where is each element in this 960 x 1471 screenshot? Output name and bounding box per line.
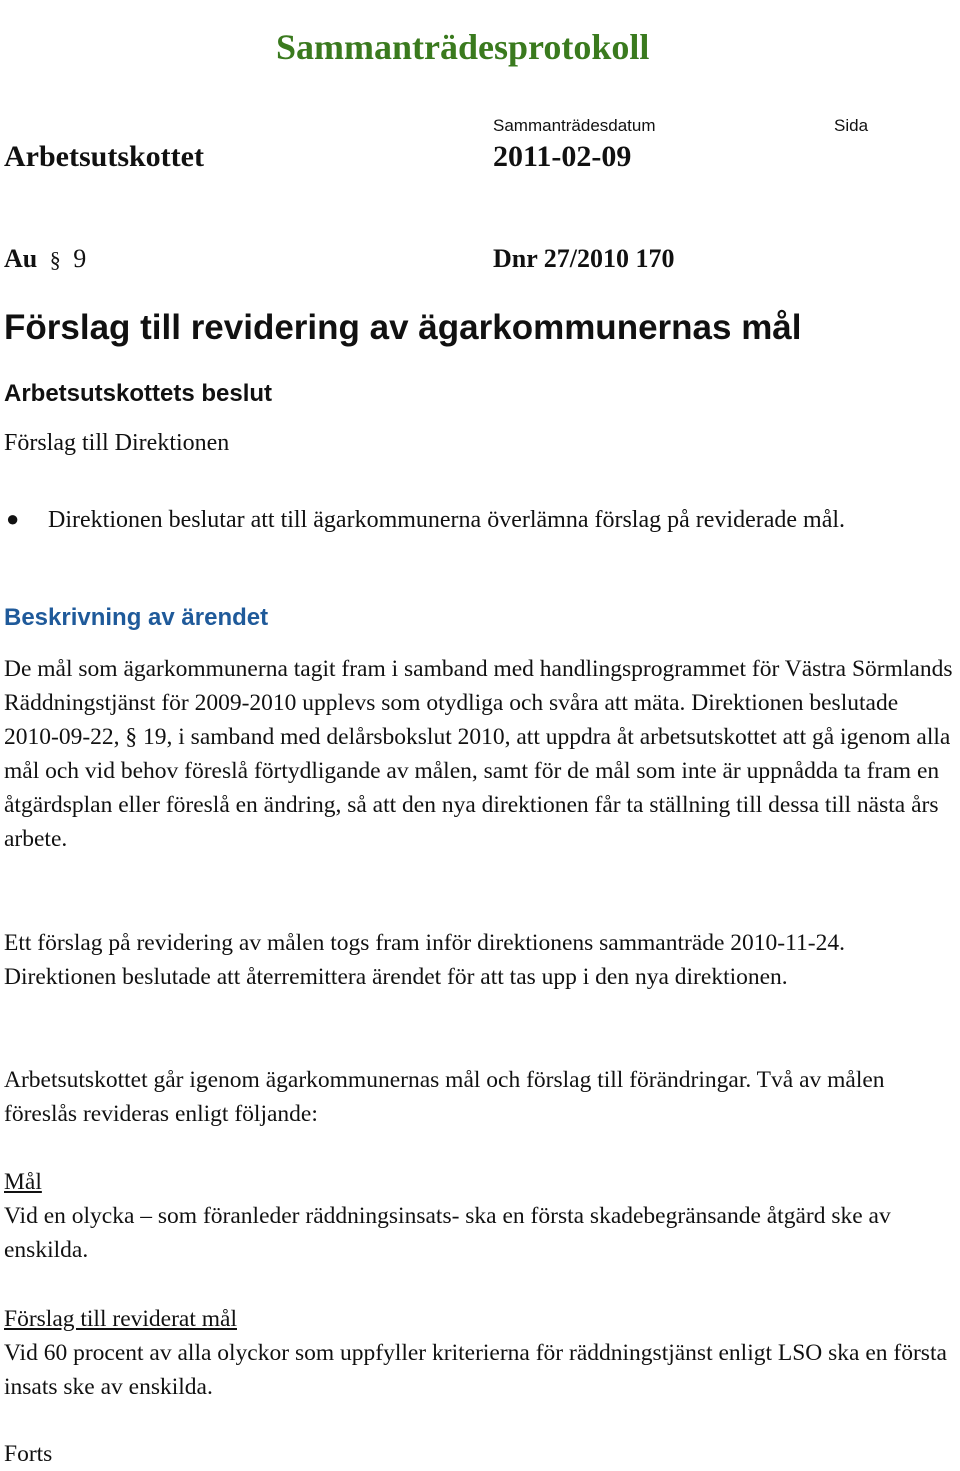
section-symbol: § xyxy=(49,247,61,272)
section-prefix: Au xyxy=(4,244,38,273)
meeting-date: 2011-02-09 xyxy=(493,140,632,173)
description-paragraph-3: Arbetsutskottet går igenom ägarkommunernas mål och förslag till förändringar. Två av målen föreslås revideras enligt följande: xyxy=(4,1067,885,1127)
description-paragraph-1: De mål som ägarkommunerna tagit fram i samband med handlingsprogrammet för Västra Sörmlands Räddningstjänst för 2009-2010 upplevs som otydliga och svåra att mäta. Direktionen beslutade 2010-09-22, § 19, i samband med delårsbokslut 2010, att uppdra åt arbetsutskottet att gå igenom alla mål och vid behov föreslå förtydligande av målen, samt för de mål som inte är uppnådda ta fram en åtgärdsplan eller föreslå en ändring, så att den nya direktionen får ta ställning till dessa till nästa års arbete. xyxy=(4,656,953,852)
proposal-line: Förslag till Direktionen xyxy=(4,430,230,456)
committee-name: Arbetsutskottet xyxy=(4,140,204,173)
goal-text: Vid en olycka – som föranleder räddningsinsats- ska en första skadebegränsande åtgärd ske av enskilda. xyxy=(4,1203,891,1263)
section-reference xyxy=(4,244,86,274)
revised-goal-label: Förslag till reviderat mål xyxy=(4,1306,237,1332)
bullet-icon: ● xyxy=(6,506,20,531)
decision-bullet-text: Direktionen beslutar att till ägarkommunerna överlämna förslag på reviderade mål. xyxy=(48,507,846,533)
continued-note: Forts xyxy=(4,1441,53,1467)
description-heading: Beskrivning av ärendet xyxy=(4,604,269,631)
document-title: Sammanträdesprotokoll xyxy=(276,27,650,67)
case-number: Dnr 27/2010 170 xyxy=(493,244,675,273)
date-label: Sammanträdesdatum xyxy=(493,116,656,135)
case-heading: Förslag till revidering av ägarkommunernas mål xyxy=(4,308,802,347)
goal-label: Mål xyxy=(4,1169,42,1195)
decision-heading: Arbetsutskottets beslut xyxy=(4,380,273,407)
revised-goal-text: Vid 60 procent av alla olyckor som uppfyller kriterierna för räddningstjänst enligt LSO ska en första insats ske av enskilda. xyxy=(4,1340,947,1400)
page-label: Sida xyxy=(834,116,869,135)
section-number: 9 xyxy=(73,244,87,273)
description-paragraph-2: Ett förslag på revidering av målen togs fram inför direktionens sammanträde 2010-11-24. Direktionen beslutade att återremittera ärendet för att tas upp i den nya direktionen. xyxy=(4,930,845,990)
